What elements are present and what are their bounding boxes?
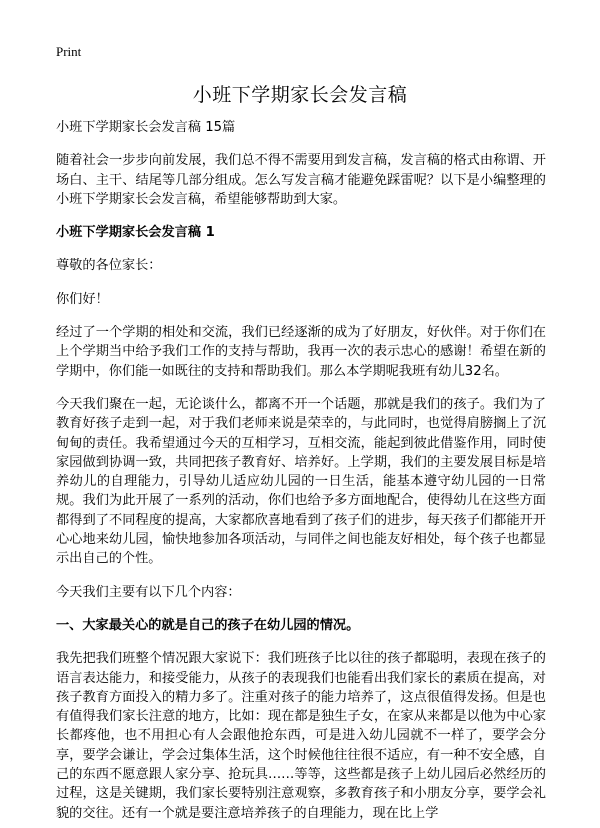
print-link[interactable]: Print [56,44,82,59]
body-paragraph-1: 经过了一个学期的相处和交流，我们已经逐渐的成为了好朋友，好伙伴。对于你们在上个学期当中给予我们工作的支持与帮助，我再一次的表示忠心的感谢！希望在新的学期中，你们能一如既往的支持和帮助我们。那么本学期呢我班有幼儿32名。 [56,325,546,379]
greeting: 你们好！ [56,291,109,307]
article-body [56,118,546,828]
intro-paragraph: 随着社会一步步向前发展，我们总不得不需要用到发言稿，发言稿的格式由称谓、开场白、主干、结尾等几部分组成。怎么写发言稿才能避免踩雷呢？以下是小编整理的小班下学期家长会发言稿，希望能够帮助到大家。 [56,153,546,207]
salutation: 尊敬的各位家长： [56,258,162,274]
section-heading: 小班下学期家长会发言稿 1 [56,225,215,241]
body-paragraph-2: 今天我们聚在一起，无论谈什么，都离不开一个话题，那就是我们的孩子。我们为了教育好孩子走到一起，对于我们老师来说是荣幸的，与此同时，也觉得肩膀搁上了沉甸甸的责任。我希望通过今天的互相学习，互相交流，能起到彼此借鉴作用，同时使家园做到协调一致，共同把孩子教育好、培养好。上学期，我们的主要发展目标是培养幼儿的自理能力，引导幼儿适应幼儿园的一日生活，能基本遵守幼儿园的一日常规。我们为此开展了一系列的活动，你们也给予多方面地配合，使得幼儿在这些方面都得到了不同程度的提高，大家都欣喜地看到了孩子们的进步，每天孩子们都能开开心心地来幼儿园，愉快地参加各项活动，与同伴之间也能友好相处，每个孩子也都显示出自己的个性。 [56,396,546,567]
subtitle: 小班下学期家长会发言稿 15篇 [56,120,236,135]
page-title: 小班下学期家长会发言稿 [192,84,408,106]
subsection-heading: 一、大家最关心的就是自己的孩子在幼儿园的情况。 [56,617,360,633]
body-paragraph-3: 今天我们主要有以下几个内容： [56,584,241,600]
body-paragraph-4: 我先把我们班整个情况跟大家说下：我们班孩子比以往的孩子都聪明，表现在孩子的语言表达能力，和接受能力，从孩子的表现我们也能看出我们家长的素质在提高，对孩子教育方面投入的精力多了。注重对孩子的能力培养了，这点很值得发扬。但是也有值得我们家长注意的地方，比如：现在都是独生子女，在家从来都是以他为中心家长都疼他，也不用担心有人会跟他抢东西，可是进入幼儿园就不一样了，要学会分享，要学会谦让，学会过集体生活，这个时候他往往很不适应，有一种不安全感，自己的东西不愿意跟人家分享、抢玩具……等等，这些都是孩子上幼儿园后必然经历的过程，这是关键期，我们家长要特别注意观察，多教育孩子和小朋友分享，要学会礼貌的交往。还有一个就是要注意培养孩子的自理能力，现在比上学 [56,651,546,821]
